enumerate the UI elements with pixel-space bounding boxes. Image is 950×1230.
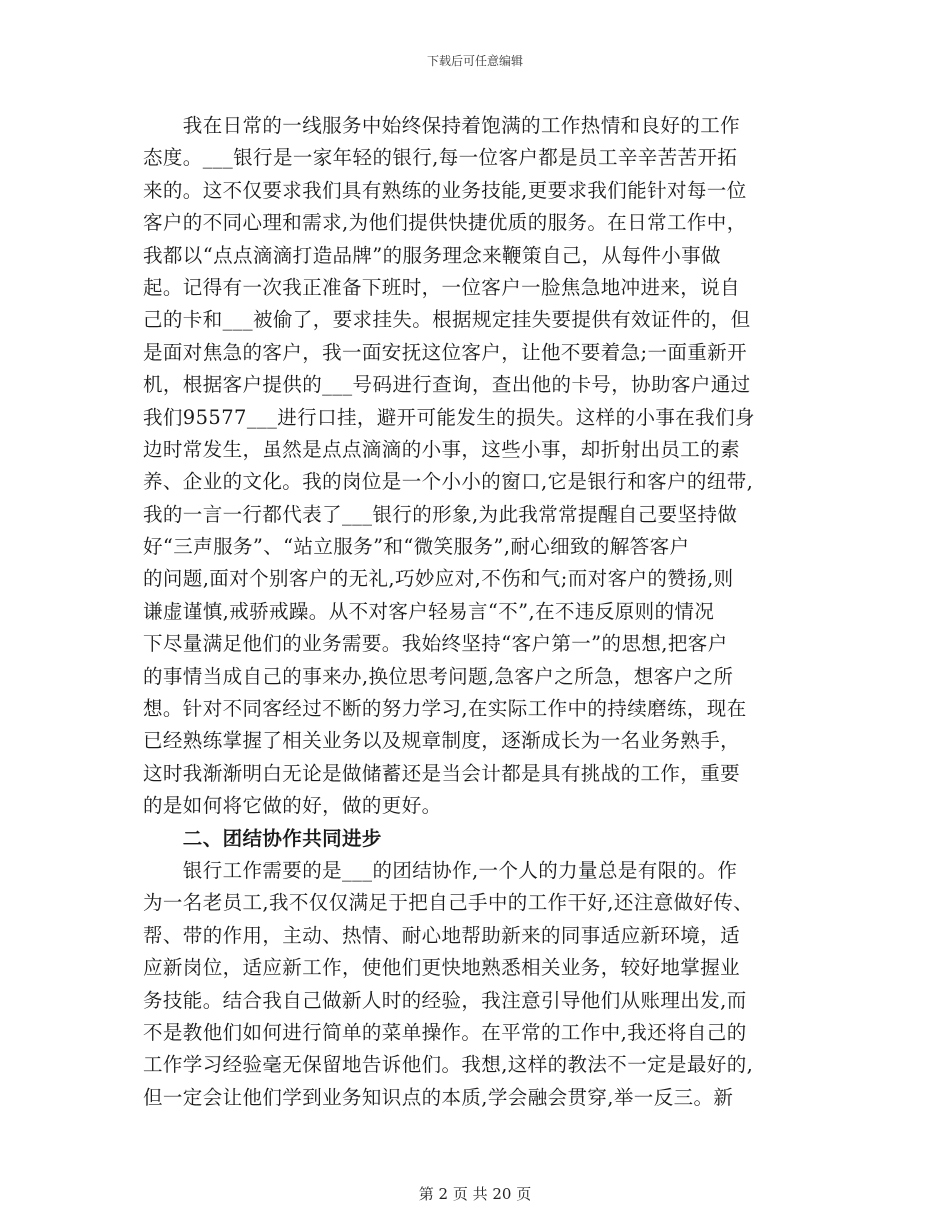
paragraph-line: 应新岗位，适应新工作，使他们更快地熟悉相关业务，较好地掌握业: [143, 956, 741, 980]
paragraph-line: 我们95577___进行口挂，避开可能发生的损失。这样的小事在我们身: [143, 405, 755, 429]
paragraph-line: 养、企业的文化。我的岗位是一个小小的窗口,它是银行和客户的纽带,: [143, 470, 754, 494]
paragraph-line: 务技能。结合我自己做新人时的经验，我注意引导他们从账理出发,而: [143, 988, 747, 1012]
paragraph-line: 我在日常的一线服务中始终保持着饱满的工作热情和良好的工作: [143, 114, 741, 137]
paragraph-line: 这时我渐渐明白无论是做储蓄还是当会计都是具有挑战的工作，重要: [143, 761, 741, 785]
paragraph-line: 不是教他们如何进行简单的菜单操作。在平常的工作中,我还将自己的: [143, 1020, 747, 1044]
paragraph-line: 银行工作需要的是___的团结协作,一个人的力量总是有限的。作: [143, 858, 738, 882]
paragraph-line: 帮、带的作用，主动、热情、耐心地帮助新来的同事适应新环境，适: [143, 923, 741, 947]
page-header: 下载后可任意编辑: [426, 54, 523, 68]
paragraph-line: 的是如何将它做的好，做的更好。: [143, 794, 442, 818]
paragraph-line: 客户的不同心理和需求,为他们提供快捷优质的服务。在日常工作中，: [143, 211, 747, 235]
paragraph-line: 起。记得有一次我正准备下班时，一位客户一脸焦急地冲进来，说自: [143, 275, 741, 299]
paragraph-line: 为一名老员工,我不仅仅满足于把自己手中的工作干好,还注意做好传、: [143, 891, 754, 915]
paragraph-line: 的事情当成自己的事来办,换位思考问题,急客户之所急，想客户之所: [143, 664, 734, 688]
paragraph-line: 工作学习经验毫无保留地告诉他们。我想,这样的教法不一定是最好的,: [143, 1053, 754, 1077]
paragraph-line: 的问题,面对个别客户的无礼,巧妙应对,不伤和气;而对客户的赞扬,则: [143, 567, 734, 591]
paragraph-line: 已经熟练掌握了相关业务以及规章制度，逐渐成长为一名业务熟手，: [143, 729, 741, 753]
paragraph-line: 想。针对不同客经过不断的努力学习,在实际工作中的持续磨练，现在: [143, 697, 747, 721]
paragraph-line: 下尽量满足他们的业务需要。我始终坚持“客户第一”的思想,把客户: [143, 632, 728, 656]
page-number: 第 2 页 共 20 页: [418, 1185, 532, 1203]
paragraph-line: 是面对焦急的客户，我一面安抚这位客户，让他不要着急;一面重新开: [143, 340, 747, 364]
paragraph-line: 但一定会让他们学到业务知识点的本质,学会融会贯穿,举一反三。新: [143, 1085, 734, 1109]
paragraph-line: 我都以“点点滴滴打造品牌”的服务理念来鞭策自己，从每件小事做: [143, 243, 721, 267]
paragraph-line: 我的一言一行都代表了___银行的形象,为此我常常提醒自己要坚持做: [143, 502, 738, 526]
paragraph-line: 边时常发生，虽然是点点滴滴的小事，这些小事，却折射出员工的素: [143, 437, 741, 461]
paragraph-line: 机，根据客户提供的___号码进行查询，查出他的卡号，协助客户通过: [143, 373, 751, 397]
paragraph-line: 己的卡和___被偷了，要求挂失。根据规定挂失要提供有效证件的，但: [143, 308, 751, 332]
document-body: [143, 110, 818, 1114]
section-heading: 二、团结协作共同进步: [143, 826, 382, 850]
paragraph-line: 谦虚谨慎,戒骄戒躁。从不对客户轻易言“不”,在不违反原则的情况: [143, 599, 715, 623]
paragraph-line: 好“三声服务”、“站立服务”和“微笑服务”,耐心细致的解答客户: [143, 535, 690, 559]
paragraph-line: 来的。这不仅要求我们具有熟练的业务技能,更要求我们能针对每一位: [143, 178, 747, 202]
paragraph-line: 态度。___银行是一家年轻的银行,每一位客户都是员工辛辛苦苦开拓: [143, 146, 738, 170]
